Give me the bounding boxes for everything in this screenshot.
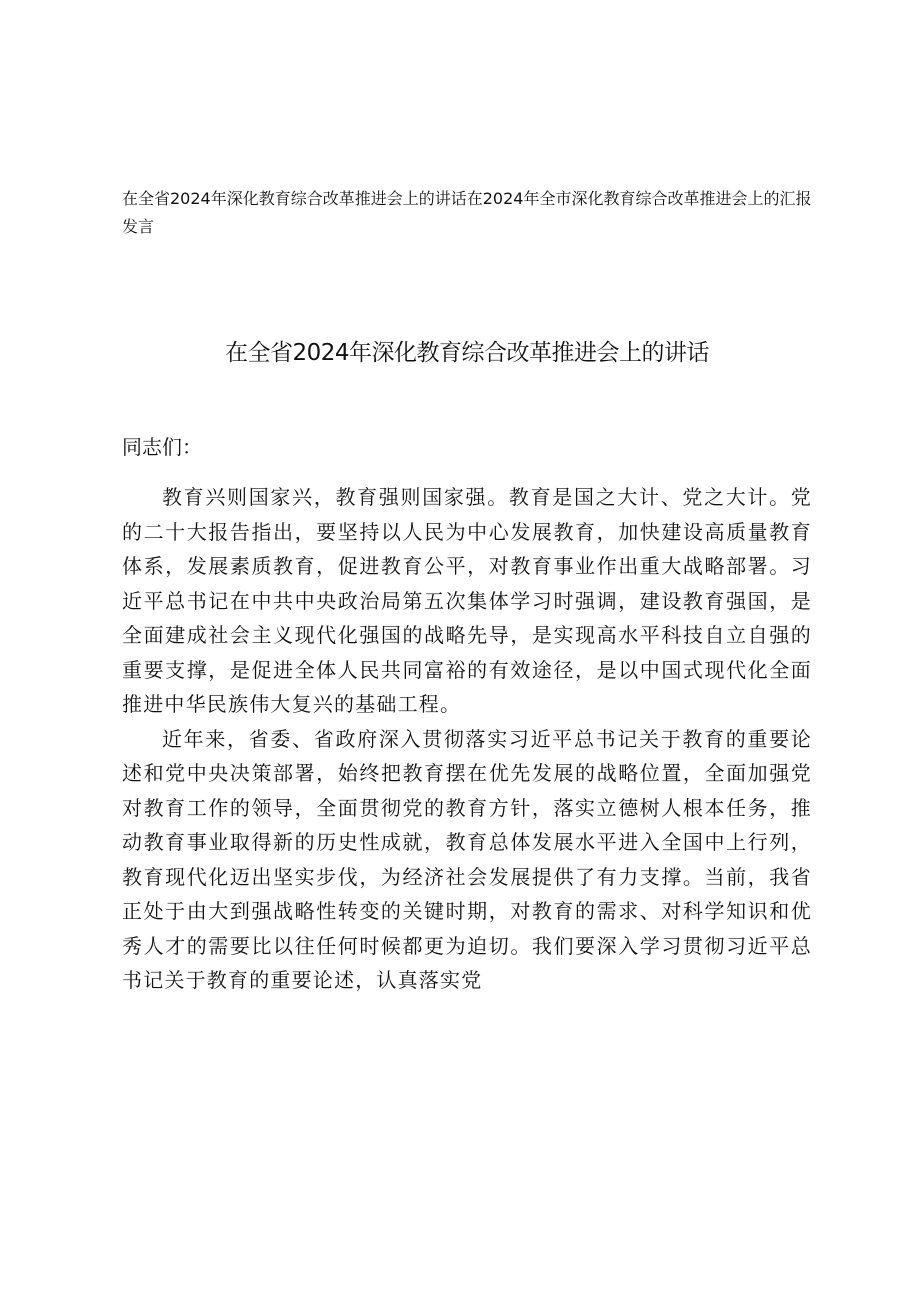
page-title: 在全省2024年深化教育综合改革推进会上的讲话	[224, 340, 710, 366]
body-text	[122, 480, 812, 998]
document-header: 在全省2024年深化教育综合改革推进会上的讲话在2024年全市深化教育综合改革推进会上的汇报发言	[122, 189, 812, 236]
salutation: 同志们：	[122, 435, 202, 459]
paragraph: 教育兴则国家兴，教育强则国家强。教育是国之大计、党之大计。党的二十大报告指出，要坚持以人民为中心发展教育，加快建设高质量教育体系，发展素质教育，促进教育公平，对教育事业作出重大战略部署。习近平总书记在中共中央政治局第五次集体学习时强调，建设教育强国，是全面建成社会主义现代化强国的战略先导，是实现高水平科技自立自强的重要支撑，是促进全体人民共同富裕的有效途径，是以中国式现代化全面推进中华民族伟大复兴的基础工程。	[122, 485, 812, 716]
paragraph: 近年来，省委、省政府深入贯彻落实习近平总书记关于教育的重要论述和党中央决策部署，始终把教育摆在优先发展的战略位置，全面加强党对教育工作的领导，全面贯彻党的教育方针，落实立德树人根本任务，推动教育事业取得新的历史性成就，教育总体发展水平进入全国中上行列，教育现代化迈出坚实步伐，为经济社会发展提供了有力支撑。当前，我省正处于由大到强战略性转变的关键时期，对教育的需求、对科学知识和优秀人才的需要比以往任何时候都更为迫切。我们要深入学习贯彻习近平总书记关于教育的重要论述，认真落实党	[122, 726, 812, 992]
